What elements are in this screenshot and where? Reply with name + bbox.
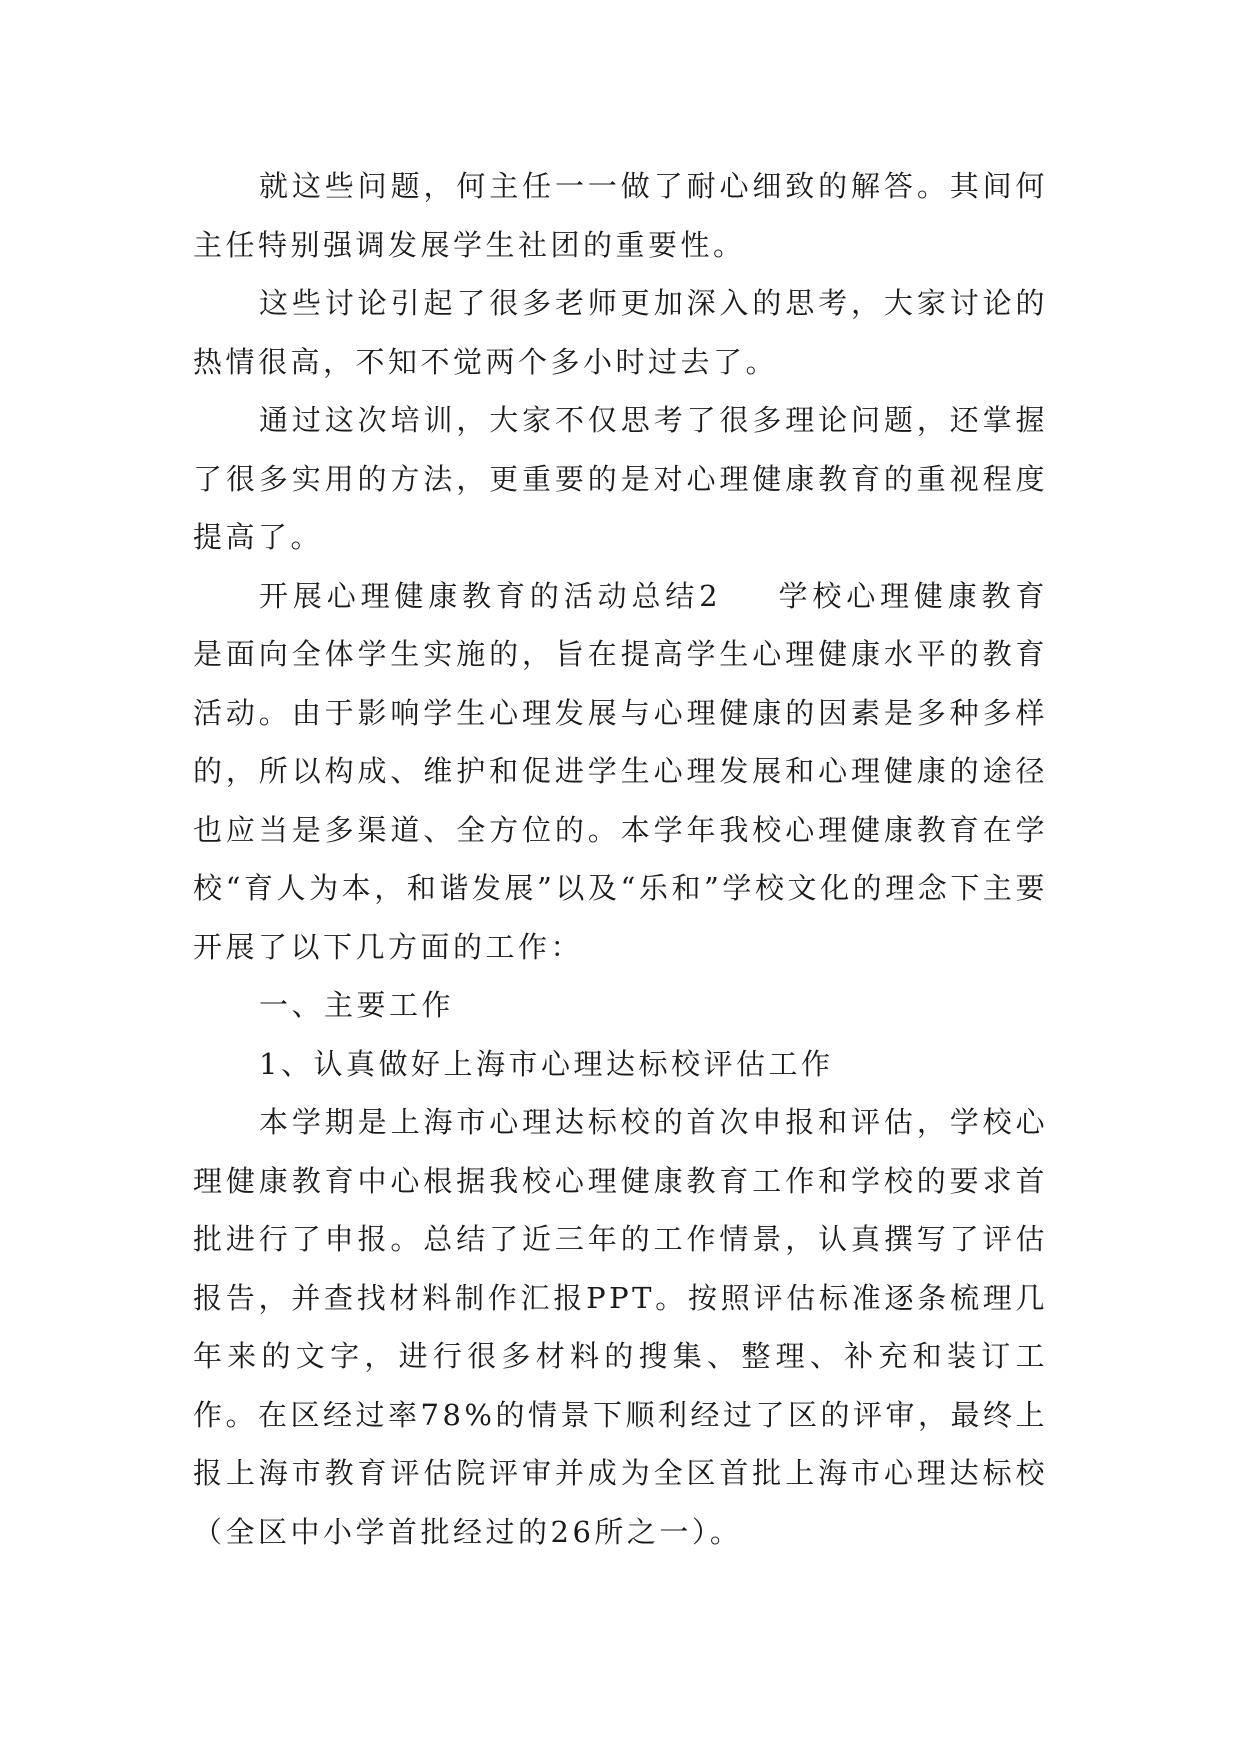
paragraph-evaluation-body: 本学期是上海市心理达标校的首次申报和评估，学校心理健康教育中心根据我校心理健康教育工作和学校的要求首批进行了申报。总结了近三年的工作情景，认真撰写了评估报告，并查找材料制作汇报PPT。按照评估标准逐条梳理几年来的文字，进行很多材料的搜集、整理、补充和装订工作。在区经过率78%的情景下顺利经过了区的评审，最终上报上海市教育评估院评审并成为全区首批上海市心理达标校（全区中小学首批经过的26所之一）。 (193, 1105, 1048, 1549)
paragraph-discussion: 这些讨论引起了很多老师更加深入的思考，大家讨论的热情很高，不知不觉两个多小时过去了。 (193, 286, 1048, 379)
document-body (193, 157, 1048, 1561)
paragraph-answer: 就这些问题，何主任一一做了耐心细致的解答。其间何主任特别强调发展学生社团的重要性。 (193, 169, 1048, 262)
section-title: 开展心理健康教育的活动总结2 (259, 578, 722, 613)
paragraph-section-intro (193, 567, 1048, 977)
paragraph-training-result: 通过这次培训，大家不仅思考了很多理论问题，还掌握了很多实用的方法，更重要的是对心理健康教育的重视程度提高了。 (193, 403, 1048, 554)
heading-evaluation-work: 1、认真做好上海市心理达标校评估工作 (259, 1046, 834, 1081)
section-intro-text: 学校心理健康教育是面向全体学生实施的，旨在提高学生心理健康水平的教育活动。由于影响学生心理发展与心理健康的因素是多种多样的，所以构成、维护和促进学生心理发展和心理健康的途径也应当是多渠道、全方位的。本学年我校心理健康教育在学校“育人为本，和谐发展”以及“乐和”学校文化的理念下主要开展了以下几方面的工作： (193, 578, 1048, 964)
heading-main-work: 一、主要工作 (259, 988, 455, 1022)
